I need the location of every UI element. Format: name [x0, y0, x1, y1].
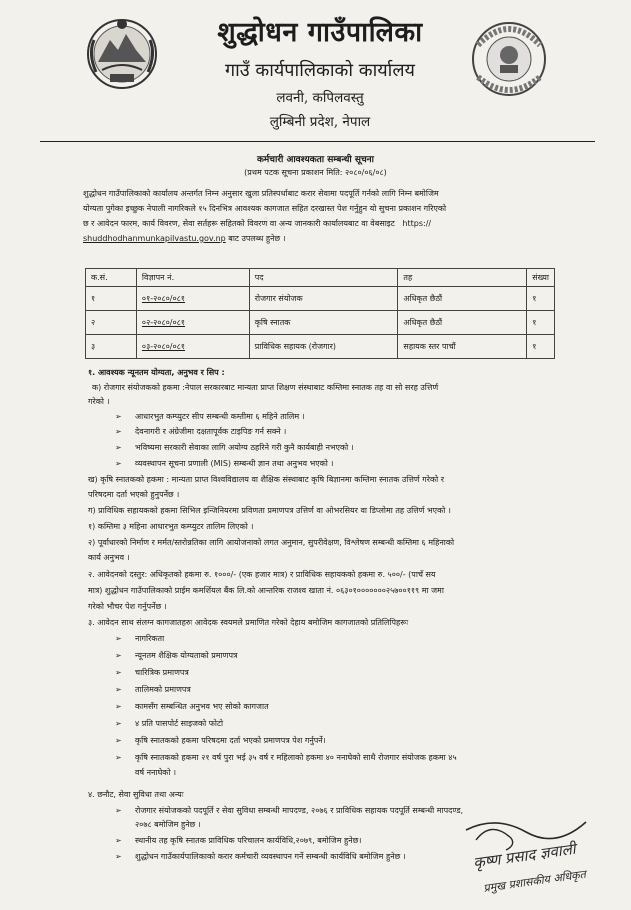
column-header-post: पद: [249, 269, 398, 287]
notice-title: कर्मचारी आवश्यकता सम्बन्धी सूचना: [256, 155, 374, 165]
cell-sn: ३: [86, 335, 137, 359]
list-item: ➢ नागरिकता: [115, 634, 165, 643]
website-link[interactable]: shuddhodhanmunkapilvastu.gov.np: [83, 234, 226, 243]
arrow-bullet-icon: ➢: [115, 852, 122, 861]
table-header-row: [86, 269, 555, 287]
list-item: ➢ आधारभुत कम्प्युटर सीप सम्बन्धी कम्तीमा ६ महिने तालिम ।: [115, 412, 305, 421]
arrow-bullet-icon: ➢: [115, 736, 122, 745]
address-line-2: लुम्बिनी प्रदेश, नेपाल: [269, 114, 371, 130]
list-item: ➢ देवनागरी र अंग्रेजीमा दक्षतापूर्वक टाइपिङ गर्न सक्ने ।: [115, 427, 287, 436]
column-header-level: तह: [398, 269, 527, 287]
cell-ad-no: ०२-२०८०/०८१: [136, 311, 249, 335]
organization-name: शुद्धोधन गाउँपालिका: [217, 17, 423, 48]
arrow-bullet-icon: ➢: [115, 685, 122, 694]
website-label: https://: [402, 219, 432, 228]
arrow-bullet-icon: ➢: [115, 634, 122, 643]
arrow-bullet-icon: ➢: [115, 806, 122, 815]
arrow-bullet-icon: ➢: [115, 459, 122, 468]
arrow-bullet-icon: ➢: [115, 443, 122, 452]
address-line-1: लवनी, कपिलवस्तु: [276, 90, 364, 106]
list-item-continuation: २०७८ बमोजिम हुनेछ ।: [135, 820, 201, 829]
notice-subtitle: (प्रथम पटक सूचना प्रकाशन मिति: २०८०/०६/०८): [244, 168, 387, 177]
intro-line: shuddhodhanmunkapilvastu.gov.np बाट उपलब्ध हुनेछ ।: [83, 234, 286, 243]
section-1c-item: कार्य अनुभव ।: [88, 553, 130, 562]
intro-paragraph: [83, 186, 573, 246]
list-item-continuation: वर्ष ननाघेको ।: [135, 768, 177, 777]
section-2-text: मात्र) शुद्धोधन गाउँपालिकाको प्राईम कमर्शियल बैंक लि.को आन्तरिक राजश्व खाता नं. ०६३०१०००००००२५७००११९ मा जमा: [88, 586, 444, 595]
table-row: [86, 335, 555, 359]
list-item: ➢ कृषि स्नातकको हकमा परिषदमा दर्ता भएको प्रमाणपत्र पेश गर्नुपर्ने।: [115, 736, 326, 745]
vacancy-table: [85, 268, 555, 359]
office-name: गाउँ कार्यपालिकाको कार्यालय: [225, 60, 415, 81]
section-1c-item: १) कम्तिमा ३ महिना आधारभुत कम्प्युटर तालिम लिएको ।: [88, 522, 254, 531]
nepal-government-emblem: [80, 10, 164, 94]
cell-level: अधिकृत छैठौं: [398, 287, 527, 311]
table-row: [86, 287, 555, 311]
section-1b-text: ख) कृषि स्नातकको हकमा : मान्यता प्राप्त विश्वविद्यालय वा शैक्षिक संस्थाबाट कृषि बिज्ञानमा कम्तिमा स्नातक उत्तिर्ण गरेको र: [88, 475, 445, 484]
cell-level: अधिकृत छैठौं: [398, 311, 527, 335]
cell-count: १: [527, 287, 555, 311]
list-item: ➢ स्थानीय तह कृषि स्नातक प्राविधिक परिचालन कार्यविधि,२०७९, बमोजिम हुनेछ।: [115, 836, 362, 845]
cell-ad-no: ०१-२०८०/०८१: [136, 287, 249, 311]
list-item: ➢ न्यूनतम शैक्षिक योग्यताको प्रमाणपत्र: [115, 651, 238, 660]
arrow-bullet-icon: ➢: [115, 427, 122, 436]
section-2-text: गरेको भौचर पेश गर्नुपर्नेछ ।: [88, 602, 167, 611]
signature-stamp: [456, 810, 626, 900]
cell-post: प्राविधिक सहायक (रोजगार): [249, 335, 398, 359]
cell-sn: १: [86, 287, 137, 311]
signature-title: प्रमुख प्रशासकीय अधिकृत: [482, 867, 587, 895]
section-2-text: २. आवेदनको दस्तुर: अधिकृतको हकमा रु. १०००/- (एक हजार मात्र) र प्राविधिक सहायकको हकमा रु. ५००/- (पाचँ सय: [88, 570, 436, 579]
list-item: ➢ कामसँग सम्बन्धित अनुभव भए सोको कागजात: [115, 702, 269, 711]
list-item: ➢ रोजगार संयोजकको पदपूर्ति र सेवा सुविधा सम्बन्धी मापदण्ड, २०७६ र प्राविधिक सहायक पदपूर्ति सम्बन्धी मापदण्ड,: [115, 806, 464, 815]
arrow-bullet-icon: ➢: [115, 702, 122, 711]
cell-sn: २: [86, 311, 137, 335]
list-item: ➢ चारित्रिक प्रमाणपत्र: [115, 668, 189, 677]
arrow-bullet-icon: ➢: [115, 836, 122, 845]
intro-line: शुद्धोधन गाउँपालिकाको कार्यालय अन्तर्गत निम्न अनुसार खुला प्रतिस्पर्धाबाट करार सेवामा पदपूर्ति गर्नको लागि निम्न बमोजिम: [83, 189, 439, 198]
section-4-heading: ४. छनौट, सेवा सुविधा तथा अन्यः: [88, 790, 184, 799]
cell-count: १: [527, 335, 555, 359]
section-1a-text: गरेको ।: [88, 397, 110, 406]
table-row: [86, 311, 555, 335]
list-item: ➢ कृषि स्नातकको हकमा २१ वर्ष पुरा भई ३५ वर्ष र महिलाको हकमा ४० ननाघेको साथै रोजगार संयोजक हकमा ४५: [115, 753, 457, 762]
cell-count: १: [527, 311, 555, 335]
arrow-bullet-icon: ➢: [115, 668, 122, 677]
list-item: ➢ व्यवस्थापन सूचना प्रणाली (MIS) सम्बन्धी ज्ञान तथा अनुभव भएको ।: [115, 459, 334, 468]
intro-line: छ र आवेदन फारम, कार्य विवरण, सेवा सर्तहरू सहितको विवरण वा अन्य जानकारी कार्यालयबाट वा वेबसाइट https://: [83, 219, 432, 228]
column-header-sn: क.सं.: [86, 269, 137, 287]
section-1b-text: परिषदमा दर्ता भएको हुनुपर्नेछ ।: [88, 490, 180, 499]
list-item: ➢ शुद्धोधन गाउँकार्यपालिकाको करार कर्मचारी व्यवस्थापन गर्ने सम्बन्धी कार्यविधि बमोजिम हुनेछ ।: [115, 852, 406, 861]
list-item: ➢ ४ प्रति पासपोर्ट साइजको फोटो: [115, 719, 224, 728]
arrow-bullet-icon: ➢: [115, 753, 122, 762]
cell-level: सहायक स्तर पाचौं: [398, 335, 527, 359]
section-1-heading: १. आवश्यक न्यूनतम योग्यता, अनुभव र सिप :: [88, 368, 225, 377]
municipality-logo: [468, 15, 550, 105]
section-1c-item: २) पूर्वाधारको निर्माण र मर्मत/स्तरोन्नतिका लागि आयोजनाको लगत अनुमान, सुपरीवेक्षण, विश्लेषण सम्बन्धी कम्तिमा ६ महिनाको: [88, 538, 455, 547]
cell-post: कृषि स्नातक: [249, 311, 398, 335]
arrow-bullet-icon: ➢: [115, 651, 122, 660]
list-item: ➢ भविष्यमा सरकारी सेवाका लागि अयोग्य ठहरिने गरी कुनै कार्यबाही नभएको ।: [115, 443, 354, 452]
list-item: ➢ तालिमको प्रमाणपत्र: [115, 685, 191, 694]
arrow-bullet-icon: ➢: [115, 412, 122, 421]
section-1c-text: ग) प्राविधिक सहायकको हकमा सिभिल इन्जिनियरमा प्रविणता प्रमाणपत्र उत्तिर्ण वा ओभरसियर वा डिप्लोमा तह उत्तिर्ण भएको ।: [88, 506, 451, 515]
header-divider: [40, 141, 595, 142]
cell-ad-no: ०३-२०८०/०८१: [136, 335, 249, 359]
section-3-heading: ३. आवेदन साथ संलग्न कागजातहरुः आवेदक स्वयमले प्रमाणित गरेको देहाय बमोजिम कागजातको प्रतिलिपिहरूः: [88, 618, 409, 627]
signature-name: कृष्ण प्रसाद ज्ञवाली: [472, 839, 577, 872]
arrow-bullet-icon: ➢: [115, 719, 122, 728]
section-1a-text: क) रोजगार संयोजकको हकमा :नेपाल सरकारबाट मान्यता प्राप्त शिक्षण संस्थाबाट कम्तिमा स्नातक तह वा सो सरह उत्तिर्ण: [92, 383, 439, 392]
column-header-count: संख्या: [527, 269, 555, 287]
cell-post: रोजगार संयोजक: [249, 287, 398, 311]
column-header-ad-no: विज्ञापन नं.: [136, 269, 249, 287]
intro-line: योग्यता पुगेका इच्छुक नेपाली नागरिकले १५ दिनभित्र आवश्यक कागजात सहित दरखास्त पेश गर्नुहुन यो सुचना प्रकाशन गरिएको: [83, 204, 447, 213]
